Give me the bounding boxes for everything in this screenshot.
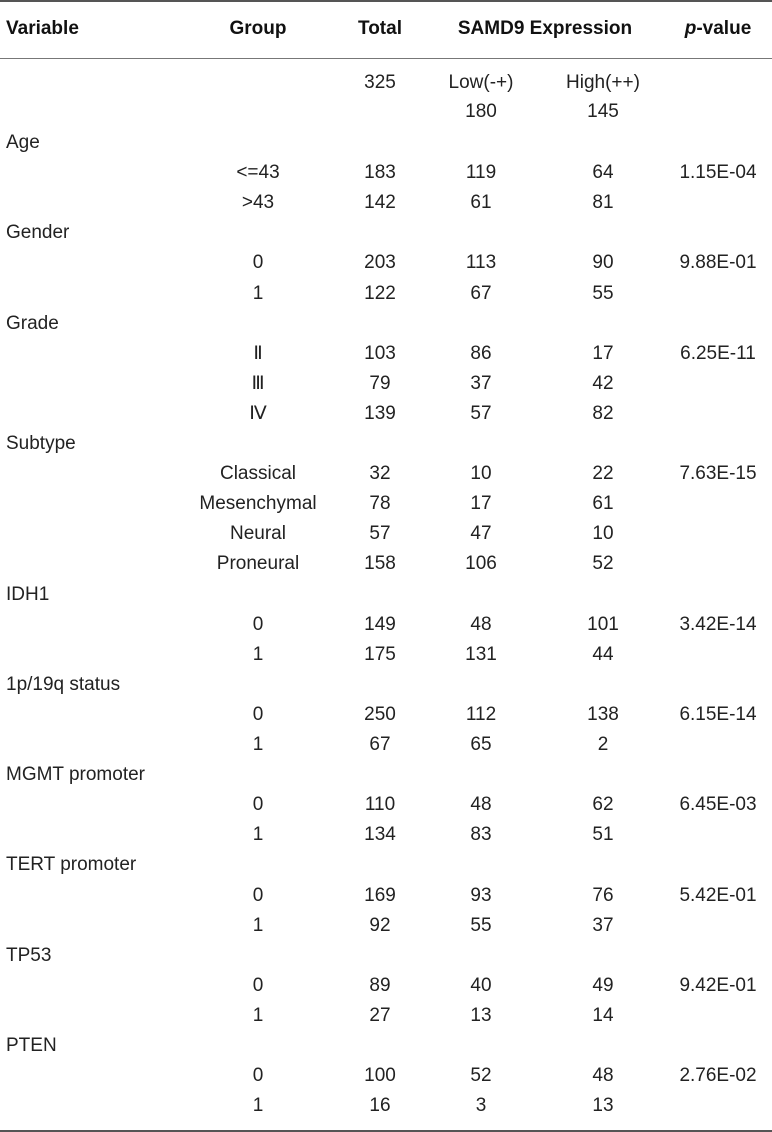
cell-low: 48 bbox=[470, 613, 492, 635]
cell-total: 32 bbox=[369, 463, 391, 485]
cell-low: 40 bbox=[470, 974, 492, 996]
cell-low: 13 bbox=[470, 1004, 492, 1026]
summary-total: 325 bbox=[364, 72, 396, 93]
table-row bbox=[0, 700, 772, 730]
cell-group: 1 bbox=[252, 643, 264, 665]
cell-total: 103 bbox=[364, 342, 396, 364]
cell-low: 37 bbox=[470, 372, 492, 394]
cell-low: 112 bbox=[465, 703, 497, 725]
cell-group: 0 bbox=[252, 884, 264, 906]
table-row-variable bbox=[0, 309, 772, 339]
cell-group: 0 bbox=[252, 974, 264, 996]
cell-low: 10 bbox=[470, 463, 492, 485]
cell-low: 61 bbox=[470, 192, 492, 214]
table-top-rule bbox=[0, 0, 772, 2]
cell-high: 17 bbox=[592, 342, 614, 364]
cell-high: 90 bbox=[592, 252, 614, 274]
cell-total: 139 bbox=[364, 402, 396, 424]
table-row-variable bbox=[0, 1031, 772, 1061]
cell-total: 134 bbox=[364, 824, 396, 846]
cell-total: 16 bbox=[369, 1095, 391, 1117]
table-row bbox=[0, 519, 772, 549]
table-row bbox=[0, 158, 772, 188]
cell-low: 67 bbox=[470, 282, 492, 304]
cell-total: 79 bbox=[369, 372, 391, 394]
summary-high-label: High(++) bbox=[566, 72, 640, 93]
cell-low: 57 bbox=[470, 402, 492, 424]
cell-variable: 1p/19q status bbox=[6, 673, 121, 695]
cell-low: 47 bbox=[470, 523, 492, 545]
cell-variable: PTEN bbox=[6, 1035, 57, 1056]
cell-total: 100 bbox=[364, 1065, 396, 1087]
cell-total: 149 bbox=[364, 613, 396, 635]
table-row bbox=[0, 489, 772, 519]
table-row bbox=[0, 610, 772, 640]
table-row bbox=[0, 399, 772, 429]
cell-low: 48 bbox=[470, 794, 492, 816]
cell-high: 81 bbox=[592, 192, 614, 214]
cell-low: 106 bbox=[465, 553, 497, 575]
cell-total: 169 bbox=[364, 884, 396, 906]
cell-group: 1 bbox=[252, 282, 264, 304]
cell-low: 86 bbox=[470, 342, 492, 364]
cell-group: Ⅱ bbox=[253, 342, 263, 364]
cell-p: 9.88E-01 bbox=[679, 252, 757, 274]
summary-row-counts bbox=[0, 97, 772, 127]
cell-group: 0 bbox=[252, 252, 264, 274]
cell-group: >43 bbox=[241, 192, 275, 214]
table-row bbox=[0, 248, 772, 278]
cell-group: Classical bbox=[219, 463, 297, 485]
cell-variable: TP53 bbox=[6, 944, 52, 966]
cell-variable: Age bbox=[6, 132, 40, 153]
cell-high: 44 bbox=[592, 643, 614, 665]
cell-p: 6.45E-03 bbox=[679, 794, 757, 816]
cell-high: 82 bbox=[592, 402, 614, 424]
table-row bbox=[0, 911, 772, 941]
cell-group: 1 bbox=[252, 734, 264, 755]
cell-p: 2.76E-02 bbox=[679, 1065, 757, 1087]
cell-group: Ⅳ bbox=[249, 402, 267, 424]
cell-high: 14 bbox=[592, 1004, 614, 1026]
cell-high: 76 bbox=[592, 884, 614, 906]
cell-group: 0 bbox=[252, 703, 264, 725]
cell-variable: MGMT promoter bbox=[6, 764, 146, 786]
cell-low: 131 bbox=[465, 643, 497, 665]
cell-low: 3 bbox=[475, 1095, 487, 1117]
cell-high: 138 bbox=[587, 703, 619, 725]
summary-low-label: Low(-+) bbox=[448, 72, 514, 93]
cell-group: 0 bbox=[252, 794, 264, 816]
cell-total: 57 bbox=[369, 523, 391, 545]
table-row bbox=[0, 1061, 772, 1091]
cell-low: 83 bbox=[470, 824, 492, 846]
header-p-value bbox=[668, 14, 768, 44]
cell-total: 67 bbox=[369, 734, 391, 755]
cell-high: 101 bbox=[587, 613, 619, 635]
cell-high: 61 bbox=[592, 493, 614, 515]
cell-group: 1 bbox=[252, 914, 264, 936]
table-row bbox=[0, 459, 772, 489]
cell-high: 64 bbox=[592, 162, 614, 184]
cell-total: 250 bbox=[364, 703, 396, 725]
cell-high: 42 bbox=[592, 372, 614, 394]
header-group: Group bbox=[229, 18, 287, 39]
cell-total: 78 bbox=[369, 493, 391, 515]
cell-group: 1 bbox=[252, 1004, 264, 1026]
cell-total: 92 bbox=[369, 914, 391, 936]
cell-group: <=43 bbox=[236, 162, 280, 184]
cell-low: 65 bbox=[470, 734, 492, 755]
cell-variable: Grade bbox=[6, 312, 59, 334]
cell-low: 55 bbox=[470, 914, 492, 936]
table-row-variable bbox=[0, 128, 772, 158]
table-row bbox=[0, 971, 772, 1001]
cell-low: 52 bbox=[470, 1065, 492, 1087]
cell-p: 5.42E-01 bbox=[679, 884, 757, 906]
cell-high: 52 bbox=[592, 553, 614, 575]
cell-p: 9.42E-01 bbox=[679, 974, 757, 996]
header-p-rest: -value bbox=[696, 18, 752, 39]
cell-total: 183 bbox=[364, 162, 396, 184]
table-header-rule bbox=[0, 58, 772, 59]
cell-high: 55 bbox=[592, 282, 614, 304]
cell-high: 10 bbox=[592, 523, 614, 545]
table-row bbox=[0, 640, 772, 670]
cell-group: Mesenchymal bbox=[199, 493, 317, 515]
header-samd9-expression: SAMD9 Expression bbox=[457, 18, 633, 39]
cell-high: 62 bbox=[592, 794, 614, 816]
table-row bbox=[0, 790, 772, 820]
summary-row-labels bbox=[0, 68, 772, 98]
cell-total: 122 bbox=[364, 282, 396, 304]
cell-group: 1 bbox=[252, 1095, 264, 1117]
cell-total: 89 bbox=[369, 974, 391, 996]
cell-p: 1.15E-04 bbox=[679, 162, 757, 184]
cell-variable: IDH1 bbox=[6, 583, 50, 605]
cell-high: 2 bbox=[597, 734, 609, 755]
table-row-variable bbox=[0, 760, 772, 790]
cell-group: Neural bbox=[230, 523, 286, 545]
cell-p: 3.42E-14 bbox=[679, 613, 757, 635]
cell-total: 175 bbox=[364, 643, 396, 665]
table-row bbox=[0, 339, 772, 369]
table-row-variable bbox=[0, 580, 772, 610]
table-row-variable bbox=[0, 670, 772, 700]
cell-high: 13 bbox=[592, 1095, 614, 1117]
cell-group: 0 bbox=[252, 1065, 264, 1087]
cell-low: 93 bbox=[470, 884, 492, 906]
table-row bbox=[0, 1091, 772, 1121]
table-row bbox=[0, 549, 772, 579]
cell-variable: Gender bbox=[6, 222, 70, 244]
cell-total: 142 bbox=[364, 192, 396, 214]
cell-group: Ⅲ bbox=[251, 372, 265, 394]
cell-high: 22 bbox=[592, 463, 614, 485]
cell-total: 27 bbox=[369, 1004, 391, 1026]
cell-high: 51 bbox=[592, 824, 614, 846]
table-row bbox=[0, 1001, 772, 1031]
cell-low: 17 bbox=[470, 493, 492, 515]
cell-group: 0 bbox=[252, 613, 264, 635]
header-variable: Variable bbox=[6, 18, 79, 39]
summary-low-count: 180 bbox=[465, 101, 497, 122]
summary-high-count: 145 bbox=[587, 101, 619, 122]
cell-high: 37 bbox=[592, 914, 614, 936]
table-row-variable bbox=[0, 429, 772, 459]
cell-high: 48 bbox=[592, 1065, 614, 1087]
table-row-variable bbox=[0, 941, 772, 971]
table-row bbox=[0, 881, 772, 911]
cell-p: 6.15E-14 bbox=[679, 703, 757, 725]
cell-total: 110 bbox=[364, 794, 396, 816]
cell-group: Proneural bbox=[216, 553, 300, 575]
cell-variable: Subtype bbox=[6, 433, 76, 454]
cell-high: 49 bbox=[592, 974, 614, 996]
table-row bbox=[0, 369, 772, 399]
cell-variable: TERT promoter bbox=[6, 854, 137, 876]
cell-total: 158 bbox=[364, 553, 396, 575]
cell-total: 203 bbox=[364, 252, 396, 274]
cell-low: 113 bbox=[465, 252, 497, 274]
table-row bbox=[0, 279, 772, 309]
cell-p: 7.63E-15 bbox=[679, 463, 757, 485]
table-header-row bbox=[0, 14, 772, 44]
header-p-italic: p bbox=[684, 18, 697, 39]
cell-low: 119 bbox=[465, 162, 497, 184]
table-row bbox=[0, 820, 772, 850]
table-row bbox=[0, 730, 772, 760]
table-row bbox=[0, 188, 772, 218]
table-row-variable bbox=[0, 850, 772, 880]
table-row-variable bbox=[0, 218, 772, 248]
cell-p: 6.25E-11 bbox=[680, 342, 756, 364]
cell-group: 1 bbox=[252, 824, 264, 846]
header-total: Total bbox=[358, 18, 402, 39]
